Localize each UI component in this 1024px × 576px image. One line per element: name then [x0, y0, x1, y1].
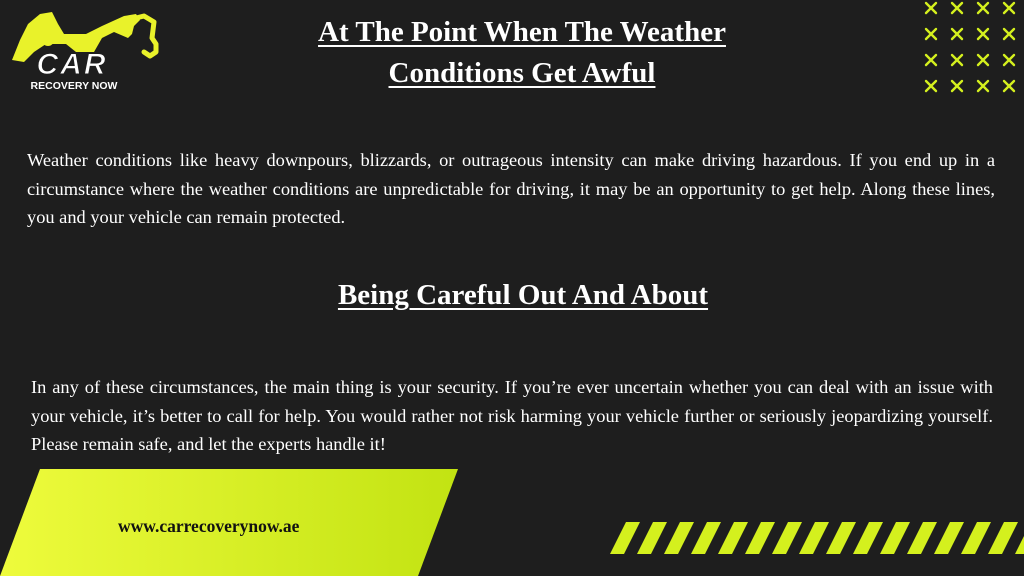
x-mark-icon [924, 79, 938, 93]
hazard-stripe [907, 522, 937, 554]
hazard-stripe [664, 522, 694, 554]
hazard-stripes [600, 522, 1024, 554]
logo-tagline: RECOVERY NOW [30, 80, 118, 92]
safety-paragraph: In any of these circumstances, the main thing is your security. If you’re ever uncertain whether you can deal with an issue with your vehicle, it’s better to call for help. You would rather not risk harming your vehicle further or seriously jeopardizing yourself. Please remain safe, and let the experts handle it! [31, 377, 993, 454]
truck-wheel-icon [42, 34, 54, 46]
hazard-stripe [880, 522, 910, 554]
x-mark-icon [924, 1, 938, 15]
x-mark-pattern [918, 0, 1024, 100]
x-mark-icon [950, 27, 964, 41]
page-title-text: At The Point When The Weather Conditions Get Awful [318, 16, 726, 89]
x-mark-icon [950, 1, 964, 15]
page-title [262, 12, 782, 94]
car-recovery-now-logo [6, 4, 164, 96]
x-mark-icon [976, 79, 990, 93]
x-mark-icon [924, 53, 938, 67]
section-heading-text: Being Careful Out And About [337, 279, 709, 311]
section-heading [260, 276, 786, 314]
tow-hook-icon [136, 16, 156, 56]
x-mark-icon [1002, 79, 1016, 93]
hazard-stripe [799, 522, 829, 554]
hazard-stripe [745, 522, 775, 554]
x-mark-icon [1002, 53, 1016, 67]
x-mark-icon [1002, 1, 1016, 15]
hazard-stripe [772, 522, 802, 554]
weather-paragraph: Weather conditions like heavy downpours, blizzards, or outrageous intensity can make driving hazardous. If you end up in a circumstance where the weather conditions are unpredictable for driving, it may be an opportunity to get help. Along these lines, you and your vehicle can remain protected. [27, 150, 995, 227]
x-mark-icon [950, 79, 964, 93]
x-mark-icon [950, 53, 964, 67]
website-link[interactable]: www.carrecoverynow.ae [118, 516, 300, 536]
hazard-stripe [826, 522, 856, 554]
hazard-stripe [637, 522, 667, 554]
hazard-stripe [988, 522, 1018, 554]
hazard-stripe [853, 522, 883, 554]
hazard-stripe [718, 522, 748, 554]
x-mark-icon [976, 1, 990, 15]
hazard-stripe [610, 522, 640, 554]
hazard-stripe [1015, 522, 1024, 554]
x-mark-icon [924, 27, 938, 41]
x-mark-icon [976, 53, 990, 67]
logo-wordmark: CAR [36, 48, 108, 81]
x-mark-icon [1002, 27, 1016, 41]
hazard-stripe [961, 522, 991, 554]
hazard-stripe [934, 522, 964, 554]
x-mark-icon [976, 27, 990, 41]
hazard-stripe [691, 522, 721, 554]
